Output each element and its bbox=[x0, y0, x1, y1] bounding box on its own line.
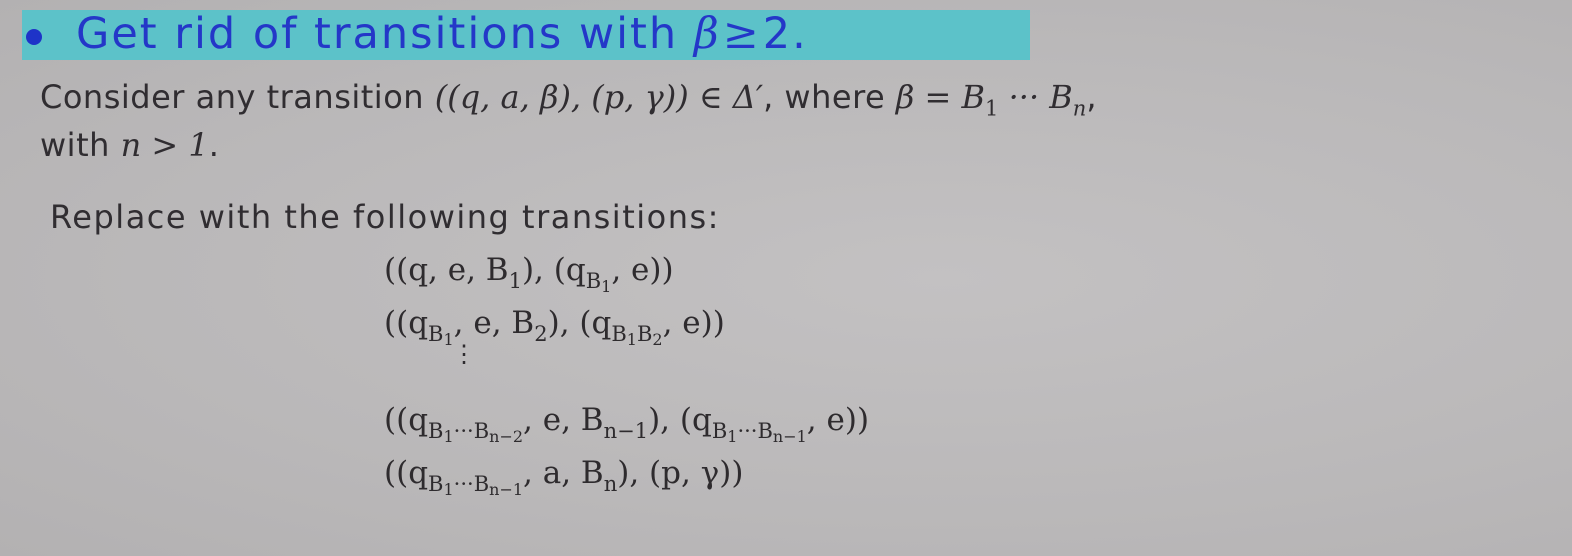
title-geq: ≥ bbox=[722, 9, 759, 59]
paragraph-text: with bbox=[40, 126, 121, 164]
condition-expression: n > 1 bbox=[120, 126, 209, 164]
beta-definition: $\beta = B_1$ ··· $B_n$ bbox=[895, 78, 1087, 121]
paragraph-consider-line2 bbox=[40, 126, 219, 164]
transition-row-4: (($q_{B_1\cdot\cdot\cdot B_{n-1}}$, a, $B_n$), (p, γ)) bbox=[384, 455, 744, 499]
bullet-icon bbox=[26, 29, 42, 45]
vertical-ellipsis: ⋮ bbox=[452, 340, 476, 368]
title-text: Get rid of transitions with bbox=[76, 9, 679, 59]
title-beta: β bbox=[693, 9, 719, 59]
transition-row-3: (($q_{B_1\cdot\cdot\cdot B_{n-2}}$, e, $B_{n-1}$), ($q_{B_1\cdot\cdot\cdot B_{n-1}}$, e)) bbox=[384, 402, 870, 446]
paragraph-text: , where bbox=[763, 78, 896, 116]
title-two: 2. bbox=[762, 9, 808, 59]
transition-expression: ((q, a, β), (p, γ)) ∈ Δ′ bbox=[434, 78, 764, 116]
paragraph-text: . bbox=[208, 126, 220, 164]
transition-row-2: (($q_{B_1}$, e, $B_2$), ($q_{B_1B_2}$, e)) bbox=[384, 305, 725, 349]
paragraph-consider bbox=[40, 78, 1097, 120]
paragraph-text: Consider any transition bbox=[40, 78, 435, 116]
paragraph-replace: Replace with the following transitions: bbox=[50, 198, 720, 236]
transition-row-1: ((q, e, $B_1$), ($q_{B_1}$, e)) bbox=[384, 252, 674, 296]
slide-title bbox=[76, 9, 808, 59]
paragraph-text: , bbox=[1086, 78, 1097, 116]
